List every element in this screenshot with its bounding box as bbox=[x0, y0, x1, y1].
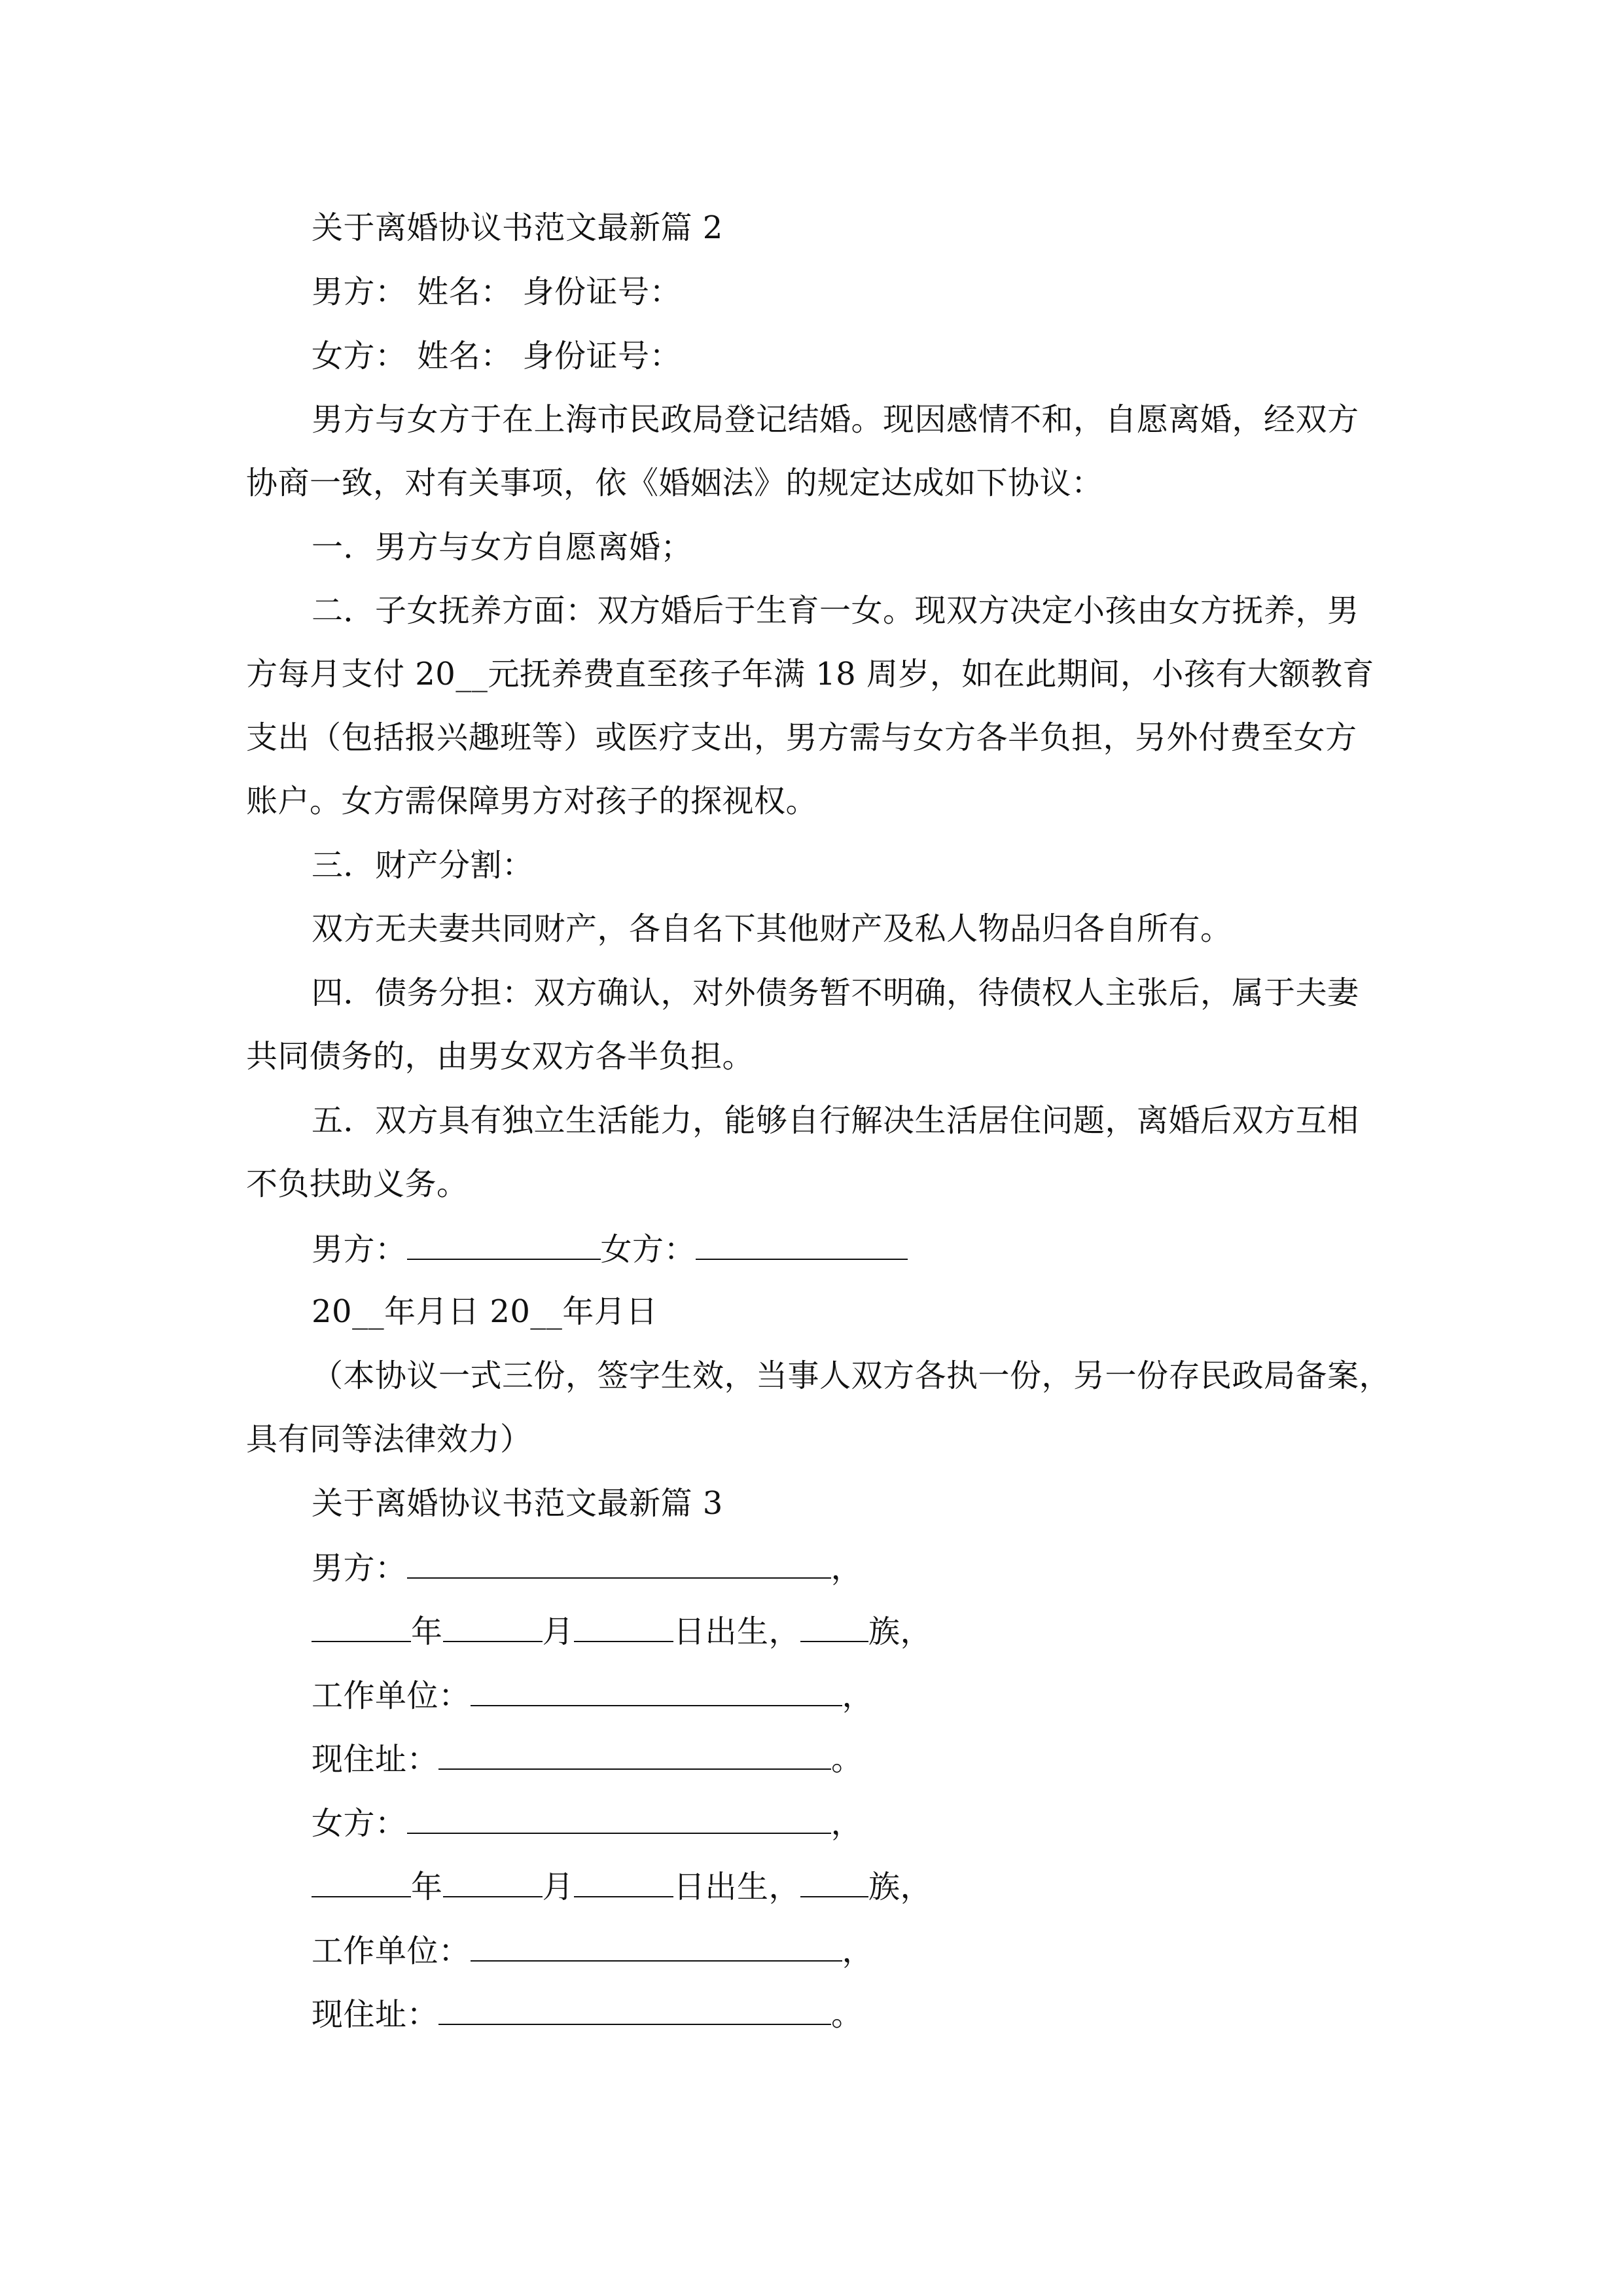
intro-paragraph-line-2: 协商一致，对有关事项，依《婚姻法》的规定达成如下协议： bbox=[246, 465, 1103, 501]
female-birth-year-blank bbox=[312, 1866, 411, 1897]
note-line-2: 具有同等法律效力） bbox=[246, 1421, 532, 1458]
female-info-line: 女方： 姓名： 身份证号： bbox=[312, 338, 682, 374]
signature-line bbox=[312, 1229, 908, 1269]
month-label: 月 bbox=[542, 1613, 575, 1650]
section3-male-work-line bbox=[312, 1675, 874, 1715]
clause-3-detail: 双方无夫妻共同财产，各自名下其他财产及私人物品归各自所有。 bbox=[312, 910, 1232, 947]
period: 。 bbox=[831, 1996, 863, 2033]
section3-female-address-line bbox=[312, 1994, 863, 2034]
comma: ， bbox=[830, 1805, 863, 1842]
female-signature-blank bbox=[696, 1229, 908, 1260]
comma: ， bbox=[830, 1550, 863, 1587]
address-label: 现住址： bbox=[312, 1741, 439, 1778]
comma: ， bbox=[842, 1677, 874, 1714]
male-info-line: 男方： 姓名： 身份证号： bbox=[312, 274, 682, 310]
male-ethnic-blank bbox=[800, 1611, 868, 1642]
female-birth-month-blank bbox=[443, 1866, 543, 1897]
ethnic-label: 族， bbox=[868, 1613, 933, 1650]
male-work-blank bbox=[471, 1675, 842, 1706]
female-birth-day-blank bbox=[574, 1866, 673, 1897]
section3-female-work-line bbox=[312, 1930, 874, 1971]
male-signature-label: 男方： bbox=[312, 1231, 407, 1268]
section3-male-address-line bbox=[312, 1738, 863, 1779]
comma: ， bbox=[842, 1933, 874, 1969]
clause-3: 三．财产分割： bbox=[312, 847, 534, 884]
birth-label: 日出生， bbox=[673, 1869, 801, 1905]
male-birth-day-blank bbox=[574, 1611, 673, 1642]
male-birth-month-blank bbox=[443, 1611, 543, 1642]
female-ethnic-blank bbox=[800, 1866, 868, 1897]
male-birth-year-blank bbox=[312, 1611, 411, 1642]
signature-date-line: 20__年月日 20__年月日 bbox=[312, 1293, 658, 1330]
clause-1: 一．男方与女方自愿离婚； bbox=[312, 529, 693, 565]
clause-2-line-3: 支出（包括报兴趣班等）或医疗支出，男方需与女方各半负担，另外付费至女方 bbox=[246, 719, 1357, 756]
section3-male-birth-line bbox=[312, 1611, 932, 1651]
ethnic-label: 族， bbox=[868, 1869, 933, 1905]
year-label: 年 bbox=[411, 1613, 443, 1650]
female-address-blank bbox=[438, 1994, 831, 2025]
address-label: 现住址： bbox=[312, 1996, 439, 2033]
male-signature-blank bbox=[407, 1229, 601, 1260]
section3-female-name-line bbox=[312, 1803, 863, 1843]
clause-2-line-1: 二．子女抚养方面：双方婚后于生育一女。现双方决定小孩由女方抚养，男 bbox=[312, 592, 1359, 629]
month-label: 月 bbox=[542, 1869, 575, 1905]
section3-female-birth-line bbox=[312, 1866, 932, 1907]
period: 。 bbox=[831, 1741, 863, 1778]
clause-5-line-2: 不负扶助义务。 bbox=[246, 1166, 469, 1202]
work-label: 工作单位： bbox=[312, 1933, 471, 1969]
section3-title: 关于离婚协议书范文最新篇 3 bbox=[312, 1485, 723, 1522]
birth-label: 日出生， bbox=[673, 1613, 801, 1650]
male-label: 男方： bbox=[312, 1550, 407, 1587]
clause-4-line-2: 共同债务的，由男女双方各半负担。 bbox=[246, 1038, 755, 1075]
male-address-blank bbox=[438, 1738, 831, 1770]
intro-paragraph-line-1: 男方与女方于在上海市民政局登记结婚。现因感情不和，自愿离婚，经双方 bbox=[312, 401, 1359, 438]
male-name-blank bbox=[407, 1547, 831, 1579]
work-label: 工作单位： bbox=[312, 1677, 471, 1714]
section3-male-name-line bbox=[312, 1547, 863, 1588]
note-line-1: （本协议一式三份，签字生效，当事人双方各执一份，另一份存民政局备案， bbox=[312, 1357, 1391, 1394]
clause-4-line-1: 四．债务分担：双方确认，对外债务暂不明确，待债权人主张后，属于夫妻 bbox=[312, 975, 1359, 1011]
clause-5-line-1: 五．双方具有独立生活能力，能够自行解决生活居住问题，离婚后双方互相 bbox=[312, 1102, 1359, 1139]
female-signature-label: 女方： bbox=[600, 1231, 696, 1268]
year-label: 年 bbox=[411, 1869, 443, 1905]
female-label: 女方： bbox=[312, 1805, 407, 1842]
clause-2-line-4: 账户。女方需保障男方对孩子的探视权。 bbox=[246, 783, 818, 819]
section2-title: 关于离婚协议书范文最新篇 2 bbox=[312, 209, 723, 246]
female-name-blank bbox=[407, 1803, 831, 1834]
female-work-blank bbox=[471, 1930, 842, 1962]
clause-2-line-2: 方每月支付 20__元抚养费直至孩子年满 18 周岁，如在此期间，小孩有大额教育 bbox=[246, 656, 1374, 692]
